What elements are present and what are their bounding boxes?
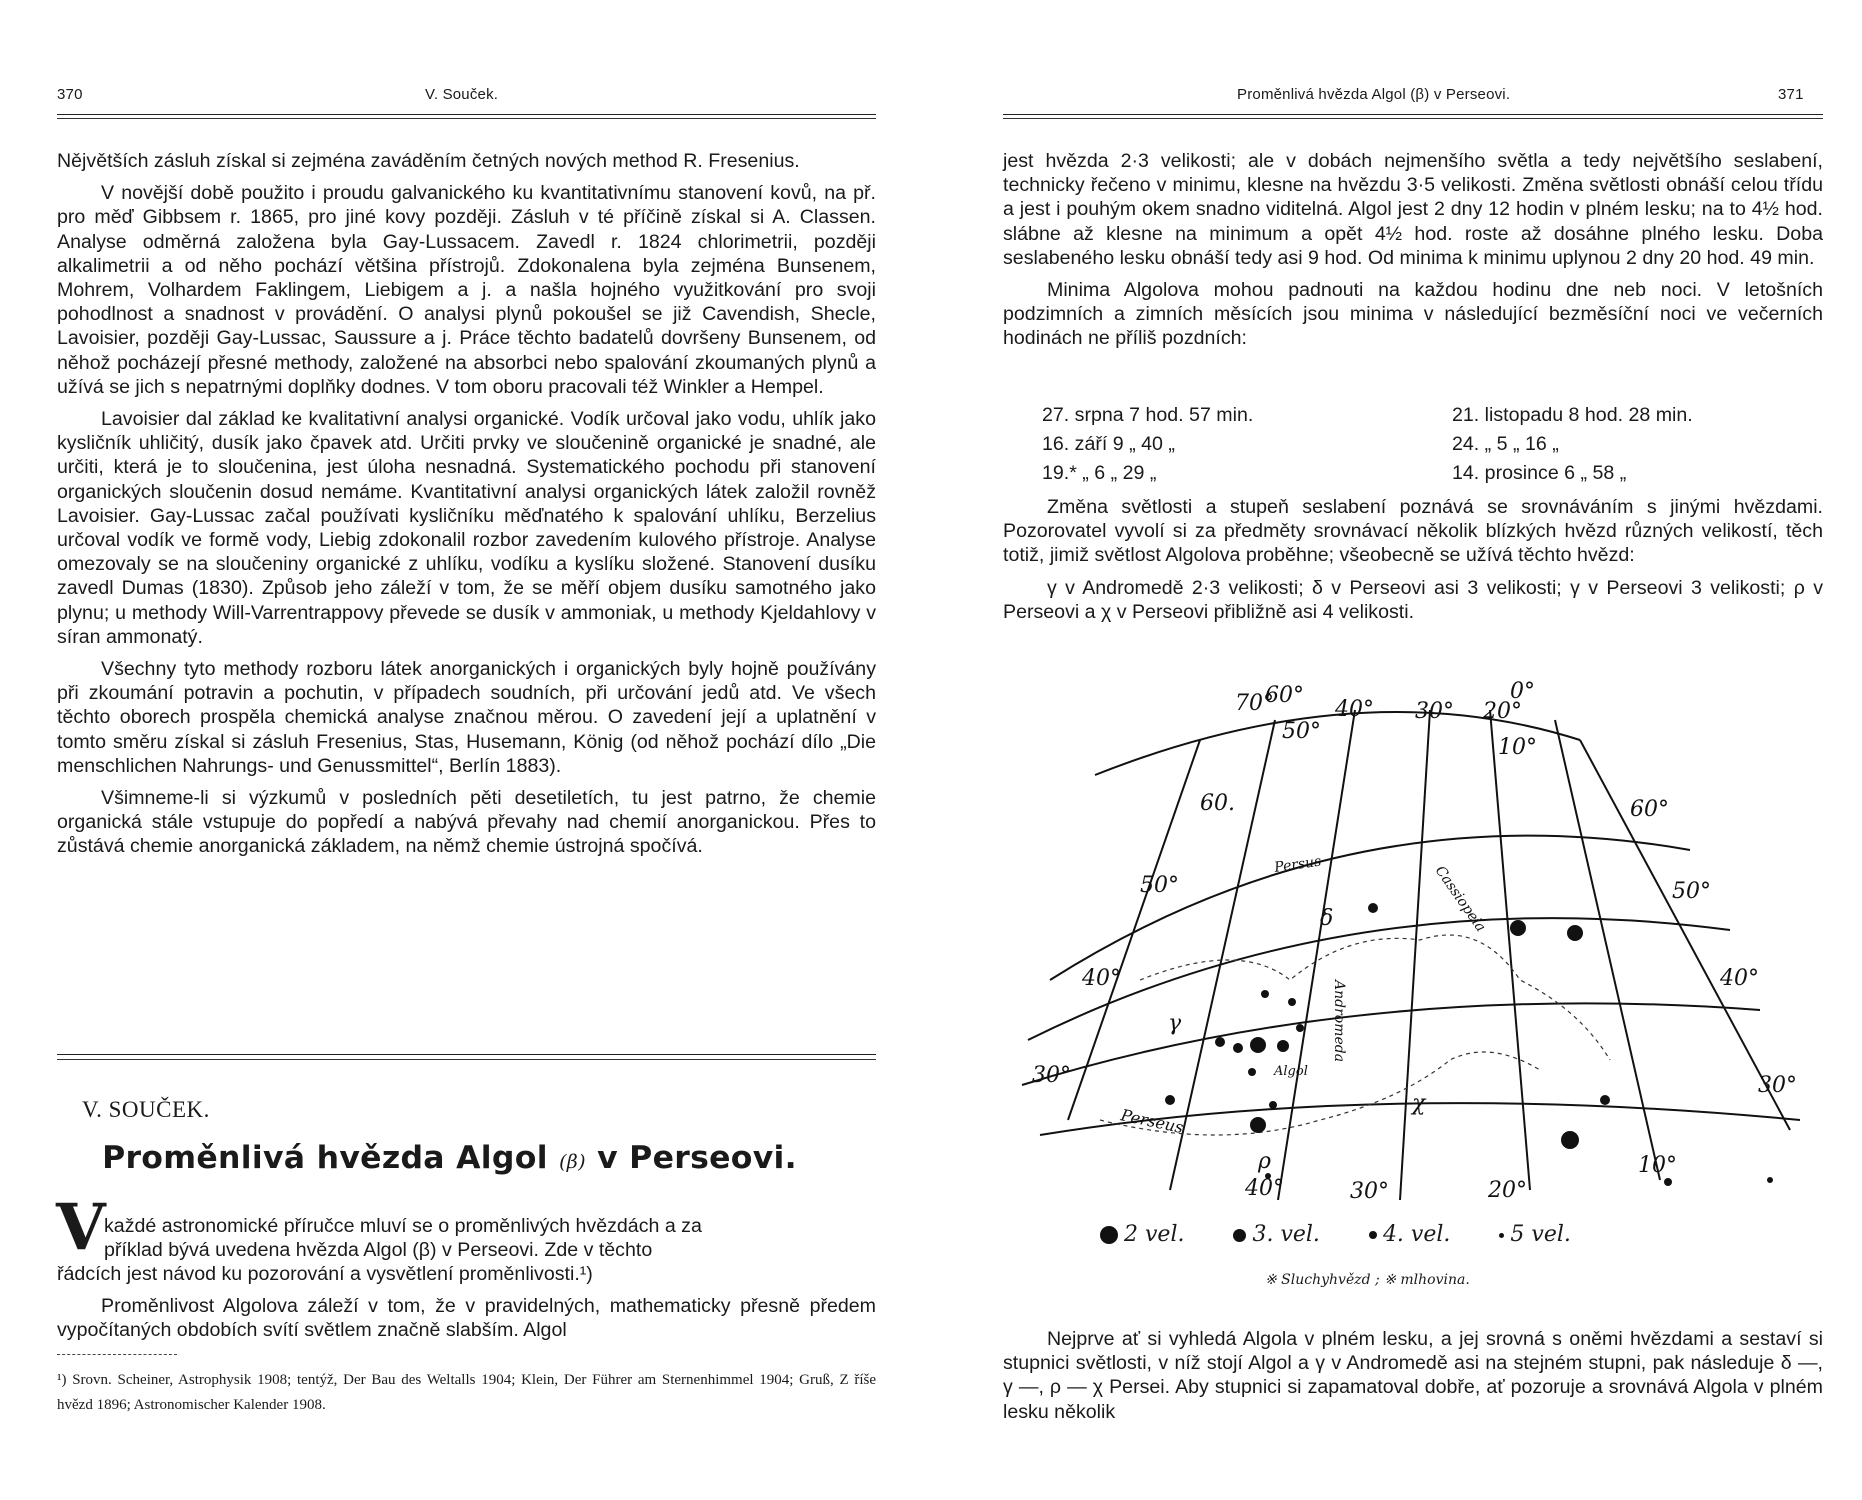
- star-mark: [1250, 1037, 1266, 1053]
- paragraph: Změna světlosti a stupeň seslabení poznává se srovnáváním s jinými hvězdami. Pozorovatel vyvolí si za předměty srovnávací několik blízkých hvězd různých velikostí, těch totiž, jimiž světlost Algolova proběhne; všeobecně se užívá těchto hvězd:: [1003, 496, 1823, 567]
- star-mark: [1288, 998, 1296, 1006]
- ra-label: 20°: [1483, 699, 1522, 724]
- dec-label: 30°: [1758, 1073, 1797, 1098]
- star-mark: [1600, 1095, 1610, 1105]
- header-rule-right-thin: [1003, 118, 1823, 119]
- running-title-right: Proměnlivá hvězda Algol (β) v Perseovi.: [1237, 86, 1511, 103]
- footnote: ¹) Srovn. Scheiner, Astrophysik 1908; tentýž, Der Bau des Weltalls 1904; Klein, Der Führer am Sternenhimmel 1904; Gruß, Z říše hvězd 1896; Astronomischer Kalender 1908.: [57, 1372, 876, 1413]
- dec-label: 60°: [1630, 797, 1669, 822]
- star-label: χ: [1412, 1091, 1426, 1116]
- intro-line-2: příklad bývá uvedena hvězda Algol (β) v Perseovi. Zde v těchto: [104, 1239, 653, 1261]
- intro-line-1: každé astronomické příručce mluví se o proměnlivých hvězdách a za: [104, 1215, 702, 1237]
- paragraph: Minima Algolova mohou padnouti na každou hodinu dne neb noci. V letošních podzimních a zimních měsících jsou minima v následující bezměsíční noci ve večerních hodinách ne příliš pozdních:: [1003, 279, 1823, 350]
- title-end: v Perseovi.: [597, 1140, 797, 1176]
- star-mark: [1233, 1043, 1243, 1053]
- body-text-right-bottom: [1003, 1327, 1823, 1432]
- constellation-label: Perseus: [1119, 1105, 1186, 1138]
- drop-cap: V: [56, 1190, 106, 1265]
- star-mark: [1277, 1040, 1289, 1052]
- minima-cell: 19.* „ 6 „ 29 „: [1042, 462, 1157, 484]
- constellation-label: Andromeda: [1331, 980, 1347, 1063]
- section-rule: [57, 1054, 876, 1055]
- ra-label: 40°: [1335, 697, 1374, 722]
- star-mark: [1767, 1177, 1773, 1183]
- star-mark: [1296, 1024, 1304, 1032]
- legend-dot-icon: [1369, 1231, 1377, 1239]
- legend-item: [1499, 1222, 1570, 1247]
- ra-label: 10°: [1498, 735, 1537, 760]
- dec-arc-40: [1022, 1003, 1760, 1085]
- legend-label: 3. vel.: [1252, 1222, 1320, 1247]
- left-label: 60.: [1200, 791, 1235, 816]
- dec-label: 40°: [1720, 966, 1759, 991]
- star-mark: [1165, 1095, 1175, 1105]
- star-chart: [1020, 680, 1820, 1220]
- minima-cell: 14. prosince 6 „ 58 „: [1452, 462, 1627, 484]
- paragraph: jest hvězda 2·3 velikosti; ale v dobách nejmenšího světla a tedy největšího seslabení, technicky řečeno v minimu, klesne na hvězdu 3·5 velikosti. Změna světlosti obnáší celou třídu a jest i pouhým okem snadno viditelná. Algol jest 2 dny 12 hodin v plném lesku; na to 4½ hod. slábne až klesne na minimum a opět 4½ hod. roste až dosáhne plného lesku. Doba seslabeného lesku obnáší tedy asi 9 hod. Od minima k minimu uplynou 2 dny 20 hod. 49 min.: [1003, 150, 1823, 269]
- body-text-right-mid: [1003, 495, 1823, 632]
- paragraph: Nějvětších zásluh získal si zejména zaváděním četných nových method R. Fresenius.: [57, 150, 800, 172]
- article-title: [0, 1140, 915, 1176]
- star-label: Algol: [1274, 1064, 1308, 1079]
- legend-label: 2 vel.: [1124, 1222, 1185, 1247]
- ra-line: [1400, 710, 1430, 1200]
- legend-label: 5 vel.: [1510, 1222, 1571, 1247]
- footnote-rule: [57, 1354, 177, 1355]
- star-label: δ: [1320, 906, 1334, 931]
- paragraph: Všechny tyto methody rozboru látek anorganických i organických byly hojně používány při zkoumání potravin a pochutin, v případech soudních, při určování jedů atd. Ve všech těchto oborech prospěla chemická analyse značnou měrou. O zavedení její a uplatnění v tomto směru získal si zásluh Fresenius, Stas, Husemann, König (od něhož pochází dílo „Die menschlichen Nahrungs- und Genussmittel“, Berlín 1883).: [57, 658, 876, 777]
- minima-cell: 16. září 9 „ 40 „: [1042, 433, 1175, 455]
- star-mark: [1664, 1178, 1672, 1186]
- star-label: γ: [1168, 1011, 1182, 1036]
- ra-line: [1068, 740, 1200, 1120]
- legend-label: 4. vel.: [1382, 1222, 1451, 1247]
- bottom-label: 10°: [1638, 1153, 1677, 1178]
- star-mark: [1368, 903, 1378, 913]
- star-mark: [1269, 1101, 1277, 1109]
- left-label: 40°: [1082, 966, 1121, 991]
- running-title-left: V. Souček.: [425, 86, 499, 103]
- star-mark: [1561, 1131, 1579, 1149]
- paragraph: řádcích jest návod ku pozorování a vysvětlení proměnlivosti.¹): [57, 1263, 593, 1285]
- legend-item: [1369, 1222, 1450, 1247]
- bottom-label: 30°: [1350, 1179, 1389, 1204]
- minima-row: [1042, 459, 1822, 488]
- star-mark: [1248, 1068, 1256, 1076]
- ra-label: 60°: [1265, 683, 1304, 708]
- ra-line: [1490, 710, 1530, 1190]
- paragraph: Všimneme-li si výzkumů v posledních pěti desetiletích, tu jest patrno, že chemie organická stále vstupuje do popředí a nabývá převahy nad chemií anorganickou. Přes to zůstává chemie anorganická základem, na němž chemie ústrojná spočívá.: [57, 787, 876, 858]
- paragraph: γ v Andromedě 2·3 velikosti; δ v Perseovi asi 3 velikosti; γ v Perseovi 3 velikosti; ρ v Perseovi a χ v Perseovi přibližně asi 4 velikosti.: [1003, 576, 1823, 623]
- left-label: 30°: [1032, 1063, 1071, 1088]
- section-rule-thin: [57, 1059, 876, 1060]
- body-text-right-top: [1003, 149, 1823, 359]
- header-rule: [57, 114, 876, 115]
- minima-row: [1042, 401, 1822, 430]
- bottom-label: 20°: [1488, 1178, 1527, 1203]
- paragraph: V novější době použito i proudu galvanického ku kvantitativnímu stanovení kovů, na př. pro měď Gibbsem r. 1865, pro jiné kovy později. Zásluh v té příčině získal si A. Classen. Analyse odměrná založena byla Gay-Lussacem. Zavedl r. 1824 chlorimetrii, později alkalimetrii a od něho pochází většina přístrojů. Zdokonalena byla zejména Bunsenem, Mohrem, Volhardem Faklingem, Liebigem a j. a našla hojného využitkování pro svoji pohodlnost a snadnost v provádění. O analysi plynů pokoušel se již Cavendish, Shecle, Lavoisier, později Gay-Lussac, Saussure a j. Práce těchto badatelů dovršeny Bunsenem, od něhož pocházejí přesné methody, založené na absorbci nebo spalování zkoumaných plynů a užívá se jich s nepatrnými doplňky dodnes. V tom oboru pracovali též Winkler a Hempel.: [57, 182, 876, 398]
- star-label: ρ: [1258, 1149, 1271, 1174]
- chart-legend: [1100, 1222, 1613, 1247]
- paragraph: Lavoisier dal základ ke kvalitativní analysi organické. Vodík určoval jako vodu, uhlík jako kysličník uhličitý, dusík jako čpavek atd. Určiti prvky ve sloučenině organické je snadné, ale určiti, která je to sloučenina, jest úloha nesnadná. Systematického pochodu při stanovení organických sloučenin dosud nemáme. Kvantitativní analysi organických látek založil rovněž Lavoisier. Gay-Lussac začal používati kysličníku měďnatého k spalování uhlíku, Berzelius určoval vodík ve formě vody, Liebig zdokonalil rozbor zavedením kulového přístroje. Analyse omezovaly se na sloučeniny organické z uhlíku, vodíku a kyslíku složené. Stanovení dusíku zavedl Dumas (1830). Způsob jeho záleží v tom, že se měří objem dusíku samotného jako plynu; u methody Will-Varrentrappovy převede se dusík v ammoniak, u methody Kjeldahlovy v síran ammonatý.: [57, 408, 876, 648]
- title-main: Proměnlivá hvězda Algol: [102, 1140, 548, 1176]
- header-rule-right: [1003, 114, 1823, 115]
- milky-way-boundary: [1140, 935, 1610, 1063]
- ra-label: 30°: [1415, 699, 1454, 724]
- minima-row: [1042, 430, 1822, 459]
- legend-item: [1100, 1222, 1184, 1247]
- ra-label: 50°: [1282, 719, 1321, 744]
- chart-legend-note: ※ Sluchyhvězd ; ※ mlhovina.: [1265, 1272, 1470, 1288]
- left-label: 50°: [1140, 873, 1179, 898]
- constellation-label: Cassiopeia: [1431, 863, 1489, 935]
- ra-label: 0°: [1510, 680, 1535, 704]
- ra-label: 70°: [1235, 691, 1274, 716]
- star-mark: [1215, 1037, 1225, 1047]
- title-greek: (β): [559, 1151, 586, 1173]
- minima-cell: 21. listopadu 8 hod. 28 min.: [1452, 404, 1693, 426]
- bottom-label: 40°: [1245, 1176, 1284, 1201]
- article-author: V. SOUČEK.: [82, 1097, 210, 1122]
- page-number-right: 371: [1778, 86, 1804, 103]
- ra-line: [1278, 710, 1355, 1200]
- minima-cell: 24. „ 5 „ 16 „: [1452, 433, 1559, 455]
- legend-dot-icon: [1499, 1233, 1504, 1238]
- header-rule-thin: [57, 118, 876, 119]
- intro-text: [57, 1262, 876, 1351]
- legend-item: [1233, 1222, 1319, 1247]
- legend-dot-icon: [1100, 1226, 1118, 1244]
- ra-line: [1580, 740, 1790, 1130]
- minima-cell: 27. srpna 7 hod. 57 min.: [1042, 404, 1254, 426]
- star-mark: [1510, 920, 1526, 936]
- page-number-left: 370: [57, 86, 83, 103]
- minima-table: [1042, 401, 1822, 488]
- paragraph: Nejprve ať si vyhledá Algola v plném lesku, a jej srovná s oněmi hvězdami a sestaví si stupnici světlosti, v níž stojí Algol a γ v Andromedě asi na stejném stupni, pak následuje δ —, γ —, ρ — χ Persei. Aby stupnici si zapamatoval dobře, ať pozoruje a srovnává Algola v plném lesku několik: [1003, 1328, 1823, 1423]
- paragraph: Proměnlivost Algolova záleží v tom, že v pravidelných, mathematicky přesně předem vypočítaných obdobích svítí světlem značně slabším. Algol: [57, 1295, 876, 1342]
- body-text-left: [57, 149, 876, 867]
- constellation-label: Persus: [1273, 853, 1323, 876]
- star-mark: [1261, 990, 1269, 998]
- dec-label: 50°: [1672, 879, 1711, 904]
- star-mark: [1250, 1117, 1266, 1133]
- star-mark: [1567, 925, 1583, 941]
- legend-dot-icon: [1233, 1229, 1246, 1242]
